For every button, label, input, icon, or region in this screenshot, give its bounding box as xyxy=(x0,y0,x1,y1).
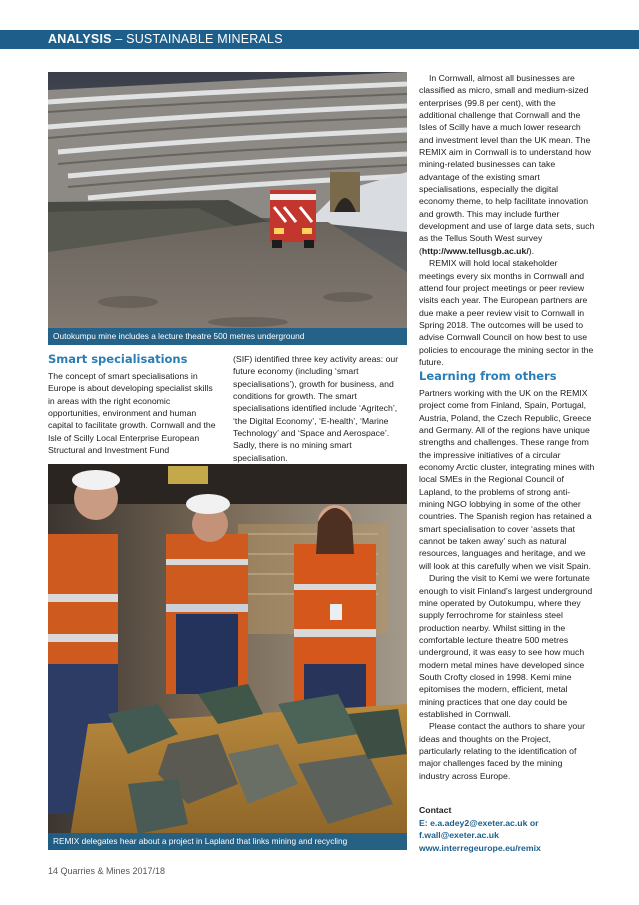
header-separator: – xyxy=(111,32,127,46)
paragraph-cornwall-text: In Cornwall, almost all businesses are classified as micro, small and medium-sized enterprises (99.8 per cent), with the additional challenge that Cornwall and the Isles of Scilly have a much lower research and investment level than the UK mean. The REMIX aim in Cornwall is to understand how mining-related businesses can take advantage of the existing smart specialisations, especially the digital economy theme, to help facilitate innovation and growth. This may include further development and use of large data sets, such as the Tellus South West survey ( xyxy=(419,73,595,256)
section-header-text xyxy=(48,32,283,46)
paragraph-kemi-visit: During the visit to Kemi we were fortunate enough to visit Finland’s largest underground mine operated by Outokumpu, where they supply ferrochrome for stainless steel production nearby. Whilst sitting in the comfortable lecture theatre 500 metres underground, it was easy to see how much modern metal mines have developed since South Crofty closed in 1998. Kemi mine epitomises the modern, efficient, metal mining practices that one day could be established in Cornwall. xyxy=(419,573,593,719)
right-column-text xyxy=(419,72,595,368)
photo-outokumpu-mine xyxy=(48,72,407,345)
contact-website-link[interactable]: www.interregeurope.eu/remix xyxy=(419,842,541,853)
paragraph-cornwall xyxy=(419,72,595,257)
mine-photo-illustration xyxy=(48,72,407,345)
contact-block xyxy=(419,804,541,854)
page-footer: 14 Quarries & Mines 2017/18 xyxy=(48,866,166,876)
paragraph-partners: Partners working with the UK on the REMIX project come from Finland, Spain, Portugal, Austria, Poland, the Czech Republic, Greece and Germany. All of the regions have unique strengths and challenges. These range from the impressive initiatives of a circular economy Arctic cluster, integrating mines with local SMEs in the Regional Council of Lapland, to the problems of strong anti-mining NGO lobbying in some of the other countries. The Spanish region has retained a smart specialisation to cover ‘assets that cannot be taken away’ such as natural resources, languages and heritage, and we will look at this carefully when we visit Spain. xyxy=(419,388,595,571)
smart-paragraph-2: (SIF) identified three key activity areas: our future economy (including ‘smart specialisations’), growth for business, and conditions for growth. The smart specialisations identified include ‘Agritech’, ‘the Digital Economy’, ‘E-health’, ‘Marine Technology’ and ‘Space and Aerospace’. Sadly, there is no mining smart specialisation. xyxy=(233,354,399,463)
photo-caption: REMIX delegates hear about a project in Lapland that links mining and recycling xyxy=(48,833,407,850)
photo-remix-delegates xyxy=(48,464,407,850)
section-header-bar xyxy=(0,30,639,49)
contact-email-line[interactable]: E: e.a.adey2@exeter.ac.uk or xyxy=(419,817,539,828)
smart-text-col1 xyxy=(48,370,218,456)
paragraph-cornwall-end: ). xyxy=(528,245,535,256)
paragraph-contact-authors: Please contact the authors to share your ideas and thoughts on the Project, particularly relating to the identification of major challenges faced by the mining industry across Europe. xyxy=(419,721,585,781)
contact-label: Contact xyxy=(419,805,452,815)
section-topic: SUSTAINABLE MINERALS xyxy=(126,32,283,46)
photo-caption: Outokumpu mine includes a lecture theatre 500 metres underground xyxy=(48,328,407,345)
delegates-photo-illustration xyxy=(48,464,407,850)
paragraph-stakeholder-meetings: REMIX will hold local stakeholder meetings every six months in Cornwall and attend four project meetings or peer review visits each year. The European partners are due make a peer review visit to Cornwall in Spring 2018. The outcomes will be used to advise Cornwall Council on how best to use policies to encourage the mining sector in the future. xyxy=(419,258,594,367)
heading-smart-specialisations: Smart specialisations xyxy=(48,352,188,366)
contact-email-line-2[interactable]: f.wall@exeter.ac.uk xyxy=(419,830,499,840)
smart-text-col2 xyxy=(233,353,407,464)
tellus-link[interactable]: http://www.tellusgb.ac.uk/ xyxy=(421,245,529,256)
smart-paragraph-1: The concept of smart specialisations in Europe is about developing specialist skills in areas with the right economic opportunities, environment and human capital to facilitate growth. Cornwall and the Isle of Scilly Local Enterprise European Structural and Investment Fund xyxy=(48,371,216,456)
learning-column-text xyxy=(419,387,595,782)
heading-learning-from-others: Learning from others xyxy=(419,369,557,383)
section-label: ANALYSIS xyxy=(48,32,112,46)
truck-illustration xyxy=(270,190,316,248)
